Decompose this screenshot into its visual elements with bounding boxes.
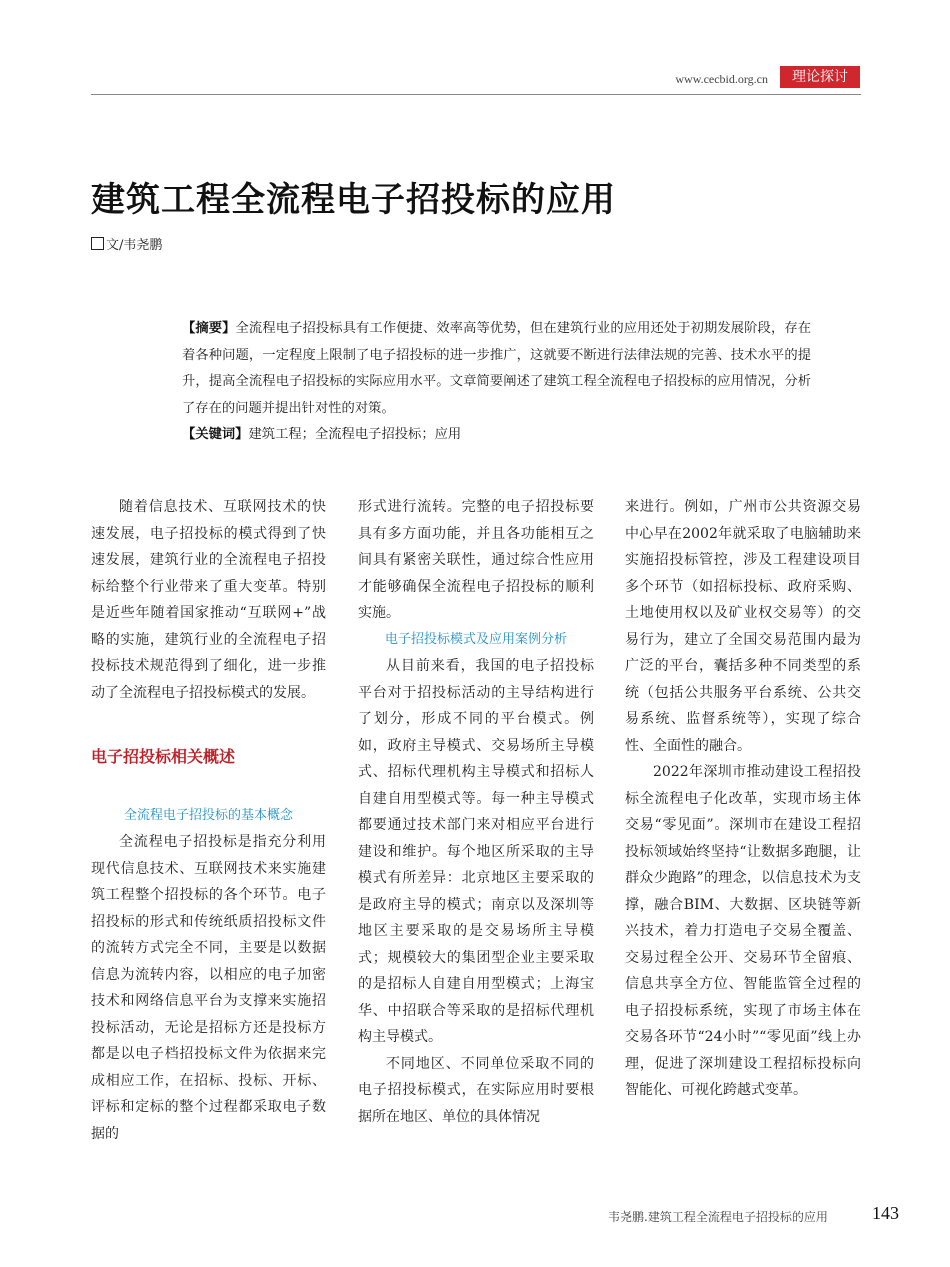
- byline: [91, 234, 162, 253]
- page-number: 143: [872, 1203, 899, 1223]
- keywords-text: 建筑工程；全流程电子招投标；应用: [248, 427, 462, 442]
- body-paragraph: 全流程电子招投标是指充分利用现代信息技术、互联网技术来实施建筑工程整个招投标的各个环节。电子招投标的形式和传统纸质招投标文件的流转方式完全不同，主要是以数据信息为流转内容，以相应的电子加密技术和网络信息平台为支撑来实施招投标活动，无论是招标方还是投标方都是以电子档招投标文件为依据来完成相应工作，在招标、投标、开标、评标和定标的整个过程都采取电子数据的: [91, 834, 326, 1142]
- body-paragraph: 2022年深圳市推动建设工程招投标全流程电子化改革，实现市场主体交易“零见面”。深圳市在建设工程招投标领域始终坚持“让数据多跑腿，让群众少跑路”的理念，以信息技术为支撑，融合BIM、大数据、区块链等新兴技术，着力打造电子交易全覆盖、交易过程全公开、交易环节全留痕、信息共享全方位、智能监管全过程的电子招投标系统，实现了市场主体在交易各环节“24小时”“零见面”线上办理，促进了深圳建设工程招标投标向智能化、可视化跨越式变革。: [625, 764, 861, 1098]
- byline-text: 文/韦尧鹏: [106, 238, 163, 253]
- abstract-text: 全流程电子招投标具有工作便捷、效率高等优势，但在建筑行业的应用还处于初期发展阶段，存在着各种问题，一定程度上限制了电子招投标的进一步推广，这就要不断进行法律法规的完善、技术水平的提升，提高全流程电子招投标的实际应用水平。文章简要阐述了建筑工程全流程电子招投标的应用情况，分析了存在的问题并提出针对性的对策。: [182, 321, 812, 416]
- body-paragraph: 来进行。例如，广州市公共资源交易中心早在2002年就采取了电脑辅助来实施招投标管控，涉及工程建设项目多个环节（如招标投标、政府采购、土地使用权以及矿业权交易等）的交易行为，建立了全国交易范围内最为广泛的平台，囊括多种不同类型的系统（包括公共服务平台系统、公共交易系统、监督系统等），实现了综合性、全面性的融合。: [625, 499, 861, 754]
- keywords-label: 【关键词】: [182, 427, 249, 442]
- section-heading: 电子招投标相关概述: [91, 747, 236, 766]
- subsection-heading: 全流程电子招投标的基本概念: [123, 807, 293, 823]
- running-footer: 韦尧鹏.建筑工程全流程电子招投标的应用: [608, 1210, 828, 1224]
- body-column-2: [358, 494, 594, 1130]
- subsection-heading: 电子招投标模式及应用案例分析: [384, 631, 567, 647]
- header-divider: [91, 94, 861, 95]
- abstract-label: 【摘要】: [182, 321, 236, 336]
- body-paragraph: 从目前来看，我国的电子招投标平台对于招投标活动的主导结构进行了划分，形成不同的平台模式。例如，政府主导模式、交易场所主导模式、招标代理机构主导模式和招标人自建自用型模式等。每一种主导模式都要通过技术部门来对相应平台进行建设和维护。每个地区所采取的主导模式有所差异：北京地区主要采取的是政府主导的模式；南京以及深圳等地区主要采取的是交易场所主导模式；规模较大的集团型企业主要采取的是招标人自建自用型模式；上海宝华、中招联合等采取的是招标代理机构主导模式。: [358, 658, 594, 1045]
- body-paragraph: 随着信息技术、互联网技术的快速发展，电子招投标的模式得到了快速发展，建筑行业的全流程电子招投标给整个行业带来了重大变革。特别是近些年随着国家推动“互联网+”战略的实施，建筑行业的全流程电子招投标技术规范得到了细化，进一步推动了全流程电子招投标模式的发展。: [91, 499, 326, 701]
- byline-box-icon: [91, 237, 104, 250]
- body-column-1: [91, 494, 326, 1147]
- body-paragraph: 不同地区、不同单位采取不同的电子招投标模式，在实际应用时要根据所在地区、单位的具体情况: [358, 1055, 594, 1125]
- article-title: 建筑工程全流程电子招投标的应用: [91, 180, 616, 220]
- body-paragraph: 形式进行流转。完整的电子招投标要具有多方面功能，并且各功能相互之间具有紧密关联性，通过综合性应用才能够确保全流程电子招投标的顺利实施。: [358, 499, 594, 621]
- section-tag: 理论探讨: [780, 66, 860, 88]
- body-column-3: [625, 494, 861, 1104]
- abstract-block: [150, 316, 811, 449]
- abstract-paragraph: [150, 316, 811, 422]
- header-site-url: www.cecbid.org.cn: [675, 72, 768, 86]
- keywords-paragraph: [150, 422, 811, 449]
